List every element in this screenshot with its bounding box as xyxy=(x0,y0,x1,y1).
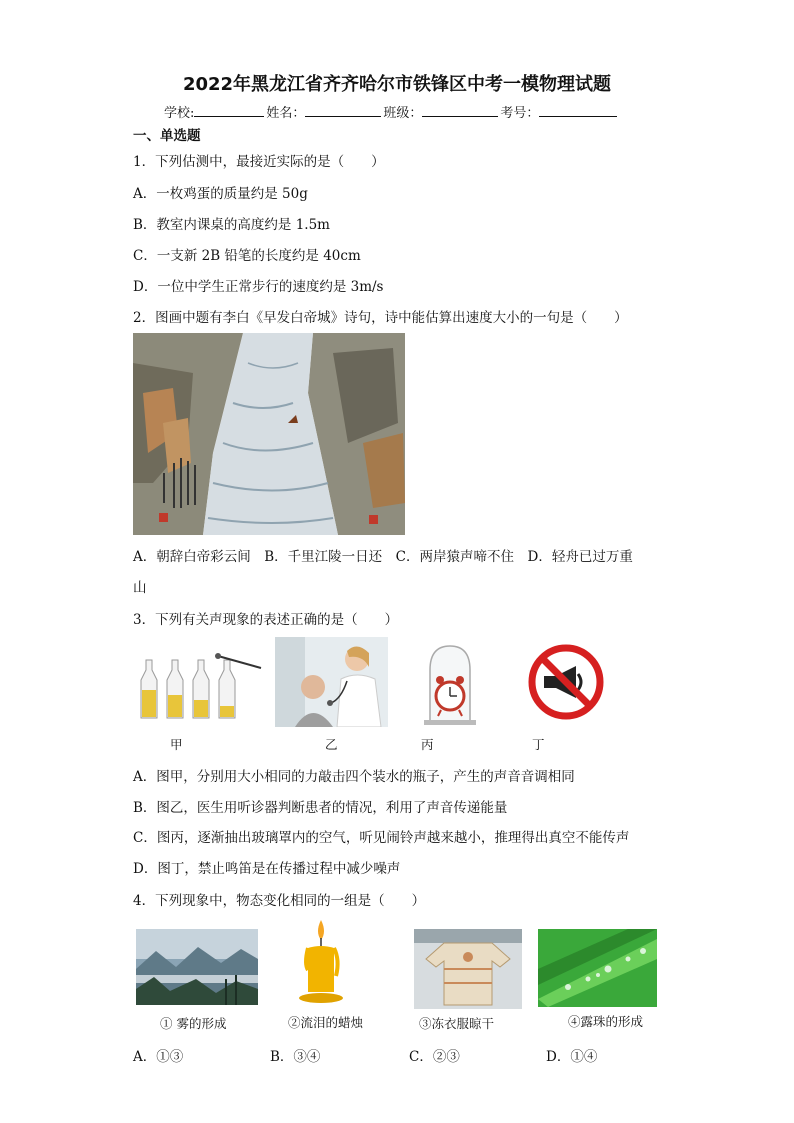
page-title: 2022年黑龙江省齐齐哈尔市铁锋区中考一模物理试题 xyxy=(182,74,612,95)
q3-label-ding: 丁 xyxy=(532,737,545,752)
doctor-stethoscope-image xyxy=(275,637,388,727)
q4-caption-3: ③冻衣服晾干 xyxy=(419,1016,495,1031)
q3-label-yi: 乙 xyxy=(325,737,338,752)
q1-stem: 1．下列估测中，最接近实际的是（ ） xyxy=(133,154,385,170)
q3-option-d: D．图丁，禁止鸣笛是在传播过程中减少噪声 xyxy=(133,861,401,877)
q4-option-a: A．①③ xyxy=(133,1049,184,1065)
q1-option-d: D．一位中学生正常步行的速度约是 3m/s xyxy=(133,279,384,295)
q3-label-jia: 甲 xyxy=(170,737,183,752)
name-label: 姓名： xyxy=(266,106,306,121)
class-blank[interactable] xyxy=(422,102,498,117)
dew-on-leaf-image xyxy=(538,929,657,1007)
q3-option-a: A．图甲，分别用大小相同的力敲击四个装水的瓶子，产生的声音音调相同 xyxy=(133,769,575,785)
section-heading: 一、单选题 xyxy=(133,128,201,144)
number-blank[interactable] xyxy=(539,102,617,117)
q1-option-b: B．教室内课桌的高度约是 1.5m xyxy=(133,217,330,233)
number-label: 考号： xyxy=(500,106,540,121)
q4-caption-4: ④露珠的形成 xyxy=(568,1014,644,1029)
q4-caption-2: ②流泪的蜡烛 xyxy=(288,1015,364,1030)
fog-mountain-image xyxy=(136,929,258,1005)
name-blank[interactable] xyxy=(305,102,381,117)
q3-option-b: B．图乙，医生用听诊器判断患者的情况，利用了声音传递能量 xyxy=(133,800,508,816)
q2-options: A．朝辞白帝彩云间 B．千里江陵一日还 C．两岸猿声啼不住 D．轻舟已过万重 xyxy=(133,549,633,565)
landscape-painting-image xyxy=(133,333,405,535)
q4-option-c: C．②③ xyxy=(409,1049,460,1065)
no-horn-sign-icon xyxy=(526,638,606,726)
q3-stem: 3．下列有关声现象的表述正确的是（ ） xyxy=(133,612,399,628)
q4-caption-1: ① 雾的形成 xyxy=(160,1016,227,1031)
frozen-sweater-image xyxy=(414,929,522,1009)
melting-candle-image xyxy=(296,918,346,1004)
q4-option-d: D．①④ xyxy=(546,1049,598,1065)
q4-stem: 4．下列现象中，物态变化相同的一组是（ ） xyxy=(133,893,426,909)
q3-label-bing: 丙 xyxy=(421,737,434,752)
q3-option-c: C．图丙，逐渐抽出玻璃罩内的空气，听见闹铃声越来越小，推理得出真空不能传声 xyxy=(133,830,630,846)
q4-option-b: B．③④ xyxy=(270,1049,321,1065)
student-info-line xyxy=(164,102,619,121)
alarm-clock-bell-jar-image xyxy=(420,640,480,730)
q2-options-wrap: 山 xyxy=(133,580,147,596)
q2-stem: 2．图画中题有李白《早发白帝城》诗句，诗中能估算出速度大小的一句是（ ） xyxy=(133,310,628,326)
water-bottles-image xyxy=(133,640,263,730)
class-label: 班级： xyxy=(383,106,423,121)
q1-option-a: A．一枚鸡蛋的质量约是 50g xyxy=(133,186,308,202)
school-blank[interactable] xyxy=(194,102,264,117)
q1-option-c: C．一支新 2B 铅笔的长度约是 40cm xyxy=(133,248,361,264)
school-label: 学校: xyxy=(164,106,195,121)
